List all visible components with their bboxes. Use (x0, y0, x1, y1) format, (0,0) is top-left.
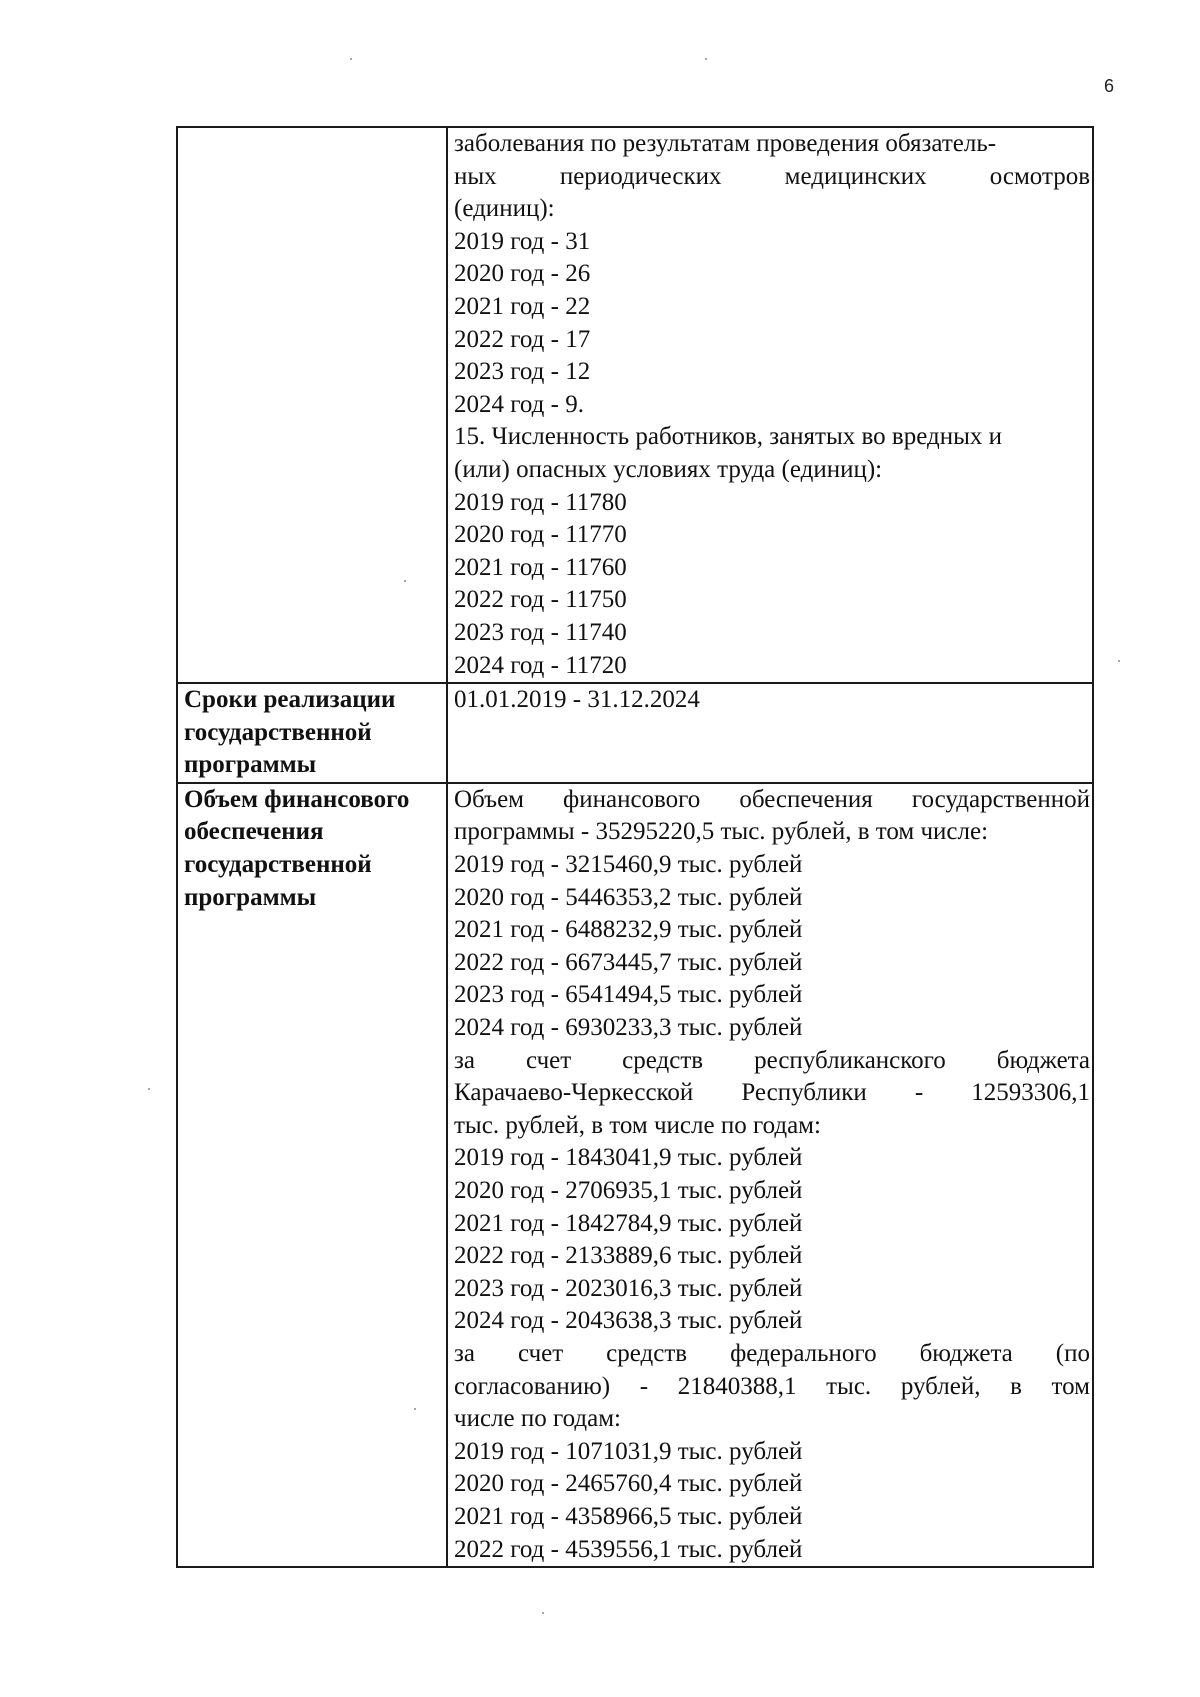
row-value-line: за счет средств федерального бюджета (по (454, 1339, 1090, 1367)
row-value-cell (447, 783, 1093, 1567)
row-value-line: 2022 год - 11750 (454, 586, 627, 614)
row-value-line: за счет средств республиканского бюджета (454, 1046, 1090, 1074)
row-value-line: 2022 год - 4539556,1 тыс. рублей (454, 1535, 803, 1563)
row-label-cell (177, 683, 447, 783)
table-row (177, 683, 1093, 783)
row-value-line: 2023 год - 2023016,3 тыс. рублей (454, 1274, 803, 1302)
row-value-line: (или) опасных условиях труда (единиц): (454, 455, 883, 483)
row-value-line: тыс. рублей, в том числе по годам: (454, 1111, 821, 1139)
table-row (177, 127, 1093, 683)
row-value-line: заболевания по результатам проведения обязатель- (454, 130, 997, 157)
row-value-line: 2020 год - 2465760,4 тыс. рублей (454, 1470, 803, 1498)
scan-speck (148, 1088, 150, 1090)
row-label-line: программы (184, 883, 317, 911)
row-value-line: 2022 год - 2133889,6 тыс. рублей (454, 1242, 803, 1270)
row-value-line: 2023 год - 12 (454, 358, 591, 386)
row-value-line: (единиц): (454, 195, 555, 223)
row-value-line: 2024 год - 2043638,3 тыс. рублей (454, 1307, 803, 1335)
row-value-line: согласованию) - 21840388,1 тыс. рублей, в том (454, 1372, 1090, 1400)
row-label-line: Сроки реализации (184, 686, 396, 714)
row-value-line: Карачаево-Черкесской Республики - 12593306,1 (454, 1079, 1090, 1107)
scan-speck (1118, 660, 1120, 662)
row-value-line: 01.01.2019 - 31.12.2024 (454, 686, 700, 714)
row-value-line: 2019 год - 31 (454, 227, 591, 255)
row-value-line: 2024 год - 6930233,3 тыс. рублей (454, 1014, 803, 1042)
row-value-line: 2022 год - 17 (454, 325, 591, 353)
row-value-line: 2019 год - 1843041,9 тыс. рублей (454, 1144, 803, 1172)
row-value-line: 2020 год - 26 (454, 260, 591, 288)
row-value-line: числе по годам: (454, 1405, 621, 1433)
row-label-line: Объем финансового (184, 785, 410, 813)
row-value-line: 2021 год - 6488232,9 тыс. рублей (454, 916, 803, 944)
row-value-line: 2022 год - 6673445,7 тыс. рублей (454, 948, 803, 976)
row-value-line: 2021 год - 1842784,9 тыс. рублей (454, 1209, 803, 1237)
row-value-line: 2020 год - 2706935,1 тыс. рублей (454, 1177, 803, 1204)
row-value-line: 2024 год - 9. (454, 390, 584, 418)
row-value-line: Объем финансового обеспечения государственной (454, 785, 1090, 813)
scan-speck (414, 1408, 416, 1410)
row-label-line: государственной (184, 851, 372, 879)
row-value-line: 2023 год - 11740 (454, 618, 627, 646)
row-value-line: 2019 год - 11780 (454, 488, 627, 516)
row-value-line: программы - 35295220,5 тыс. рублей, в том числе: (454, 818, 989, 846)
row-label-line: государственной (184, 718, 372, 746)
row-value-line: 2020 год - 11770 (454, 521, 627, 549)
table-row (177, 783, 1093, 1567)
program-passport-table (176, 126, 1094, 1568)
row-value-cell (447, 127, 1093, 683)
row-value-line: 2023 год - 6541494,5 тыс. рублей (454, 981, 803, 1009)
row-value-line: 2024 год - 11720 (454, 651, 627, 679)
row-label-cell (177, 783, 447, 1567)
scan-speck (542, 1612, 544, 1614)
row-value-line: 2021 год - 4358966,5 тыс. рублей (454, 1502, 803, 1530)
row-label-line: программы (184, 751, 317, 779)
scan-speck (705, 58, 707, 60)
row-label-cell (177, 127, 447, 683)
row-value-line: 2019 год - 1071031,9 тыс. рублей (454, 1437, 803, 1465)
row-label-line: обеспечения (184, 818, 324, 846)
row-value-line: 2020 год - 5446353,2 тыс. рублей (454, 883, 803, 911)
row-value-line: 2019 год - 3215460,9 тыс. рублей (454, 851, 803, 879)
row-value-cell (447, 683, 1093, 783)
row-value-line: 2021 год - 22 (454, 292, 591, 320)
row-value-line: ных периодических медицинских осмотров (454, 162, 1090, 190)
page-number: 6 (1104, 76, 1115, 96)
scan-speck (350, 58, 352, 60)
row-value-line: 2021 год - 11760 (454, 553, 627, 581)
row-value-line: 15. Численность работников, занятых во вредных и (454, 423, 1002, 451)
scan-speck (404, 580, 406, 582)
